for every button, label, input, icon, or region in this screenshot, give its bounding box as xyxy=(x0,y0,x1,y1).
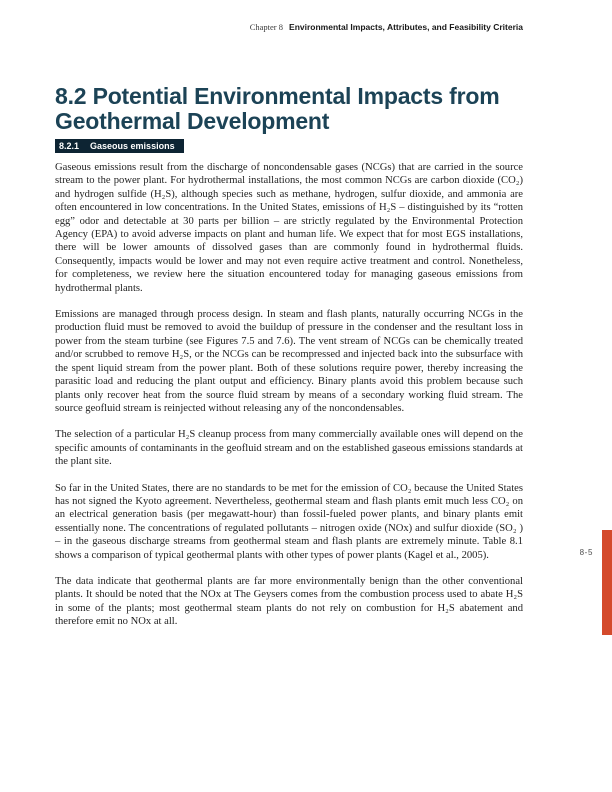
paragraph: So far in the United States, there are no standards to be met for the emission of CO₂ because the United States has not signed the Kyoto agreement. Nevertheless, geothermal steam and flash plants emit much less CO₂ on an electrical generation basis (per megawatt-hour) than fossil-fueled power plants, and binary plants emit essentially none. The concentrations of regulated pollutants – nitrogen oxide (NOx) and sulfur dioxide (SO₂ ) – in the gaseous discharge streams from geothermal steam and flash plants are extremely minute. Table 8.1 shows a comparison of typical geothermal plants with other types of power plants (Kagel et al., 2005). xyxy=(55,482,523,561)
paragraph: Emissions are managed through process design. In steam and flash plants, naturally occurring NCGs in the production fluid must be removed to avoid the buildup of pressure in the condenser and the resultant loss in power from the steam turbine (see Figures 7.5 and 7.6). The vent stream of NCGs can be chemically treated and/or scrubbed to remove H₂S, or the NCGs can be recompressed and injected back into the subsurface with the spent liquid stream from the power plant. Both of these solutions require power, thereby increasing the parasitic load and reducing the plant output and efficiency. Binary plants avoid this problem because such plants only recover heat from the source fluid stream by means of a secondary working fluid stream. The source geofluid stream is reinjected without releasing any of the noncondensables. xyxy=(55,309,523,414)
page-title-line-2: Geothermal Development xyxy=(55,108,330,134)
paragraph: The selection of a particular H₂S cleanup process from many commercially available ones will depend on the specific amounts of contaminants in the geofluid stream and on the established gaseous emissions standards at the plant site. xyxy=(55,429,523,468)
section-name: Gaseous emissions xyxy=(90,141,175,151)
main-text-column xyxy=(55,84,523,642)
paragraph: Gaseous emissions result from the discharge of noncondensable gases (NCGs) that are carried in the source stream to the power plant. For hydrothermal installations, the most common NCGs are carbon dioxide (CO₂) and hydrogen sulfide (H₂S), although species such as methane, hydrogen, sulfur dioxide, and ammonia are often encountered in low concentrations. In the United States, emissions of H₂S – distinguished by its “rotten egg” odor and detectable at 30 parts per billion – are strictly regulated by the Environmental Protection Agency (EPA) to avoid adverse impacts on plant and human life. We expect that for most EGS installations, there will be lower amounts of dissolved gases than are commonly found in hydrothermal fluids. Consequently, impacts would be lower and may not even require active treatment and control. Nonetheless, for completeness, we review here the situation encountered today for managing gaseous emissions from hydrothermal plants. xyxy=(55,162,523,294)
paragraph: The data indicate that geothermal plants are far more environmentally benign than the other conventional plants. It should be noted that the NOx at The Geysers comes from the combustion process used to abate H₂S in some of the plants; most geothermal steam plants do not rely on combustion for H₂S abatement and therefore emit no NOx at all. xyxy=(55,575,523,628)
chapter-label: Chapter 8 xyxy=(249,22,284,32)
chapter-header-title: Environmental Impacts, Attributes, and Feasibility Criteria xyxy=(289,22,523,32)
section-number: 8.2.1 xyxy=(59,141,80,151)
section-heading xyxy=(55,139,184,153)
running-header xyxy=(0,17,523,35)
page-title xyxy=(55,84,523,134)
body-text xyxy=(55,161,523,629)
chapter-tab-marker xyxy=(602,530,612,635)
page-title-line-1: 8.2 Potential Environmental Impacts from xyxy=(55,83,500,109)
page-number: 8-5 xyxy=(579,548,593,557)
